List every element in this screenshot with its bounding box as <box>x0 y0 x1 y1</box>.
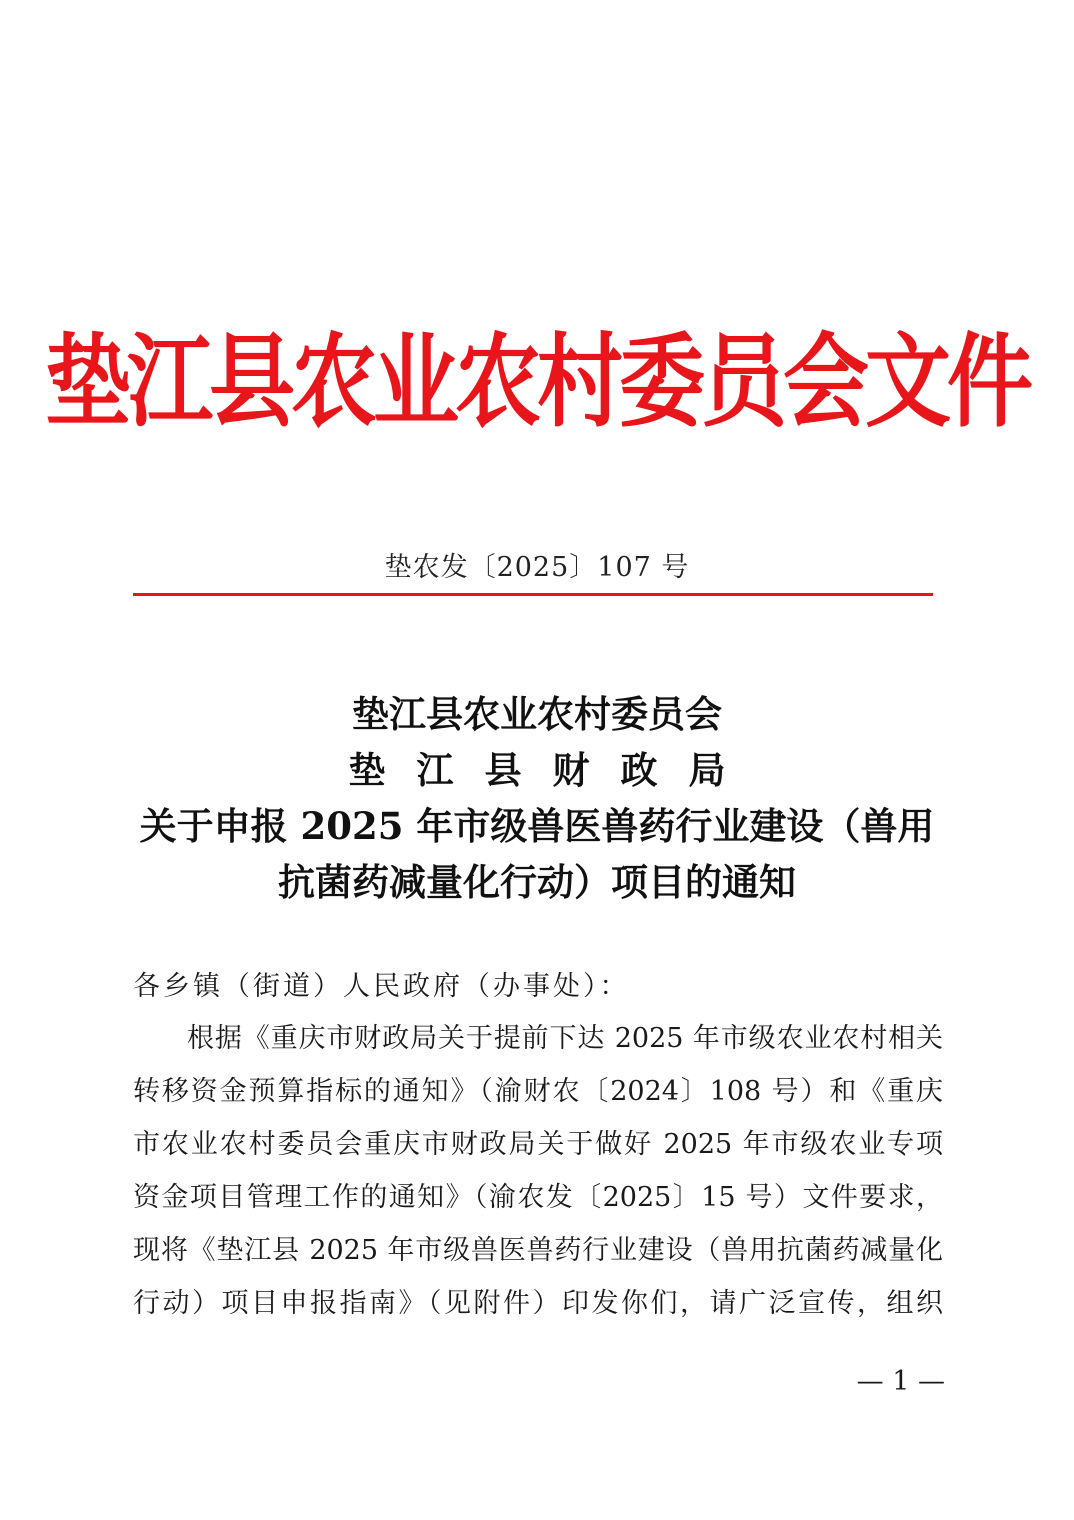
masthead-title: 垫江县农业农村委员会文件 <box>45 322 1029 442</box>
paragraph-line: 转移资金预算指标的通知》（渝财农〔2024〕108 号）和《重庆 <box>133 1076 943 1107</box>
page-number: — 1 — <box>856 1366 945 1397</box>
red-divider-line <box>133 593 933 596</box>
salutation: 各乡镇（街道）人民政府（办事处）： <box>133 971 630 1002</box>
paragraph-line: 现将《垫江县 2025 年市级兽医兽药行业建设（兽用抗菌药减量化 <box>133 1235 943 1266</box>
notice-body <box>133 962 943 1330</box>
notice-title <box>0 686 1074 910</box>
title-line-subject-2: 抗菌药减量化行动）项目的通知 <box>278 860 796 904</box>
title-line-issuer-1: 垫江县农业农村委员会 <box>352 692 722 736</box>
paragraph-line: 市农业农村委员会重庆市财政局关于做好 2025 年市级农业专项 <box>133 1129 943 1160</box>
document-number: 垫农发〔2025〕107 号 <box>384 552 690 583</box>
title-line-issuer-2: 垫江县财政局 <box>348 748 757 792</box>
paragraph-line: 行动）项目申报指南》（见附件）印发你们，请广泛宣传，组织 <box>133 1288 943 1319</box>
paragraph-line: 根据《重庆市财政局关于提前下达 2025 年市级农业农村相关 <box>187 1023 943 1054</box>
title-line-subject-1: 关于申报 2025 年市级兽医兽药行业建设（兽用 <box>139 804 935 848</box>
paragraph-line: 资金项目管理工作的通知》（渝农发〔2025〕15 号）文件要求， <box>133 1182 943 1213</box>
